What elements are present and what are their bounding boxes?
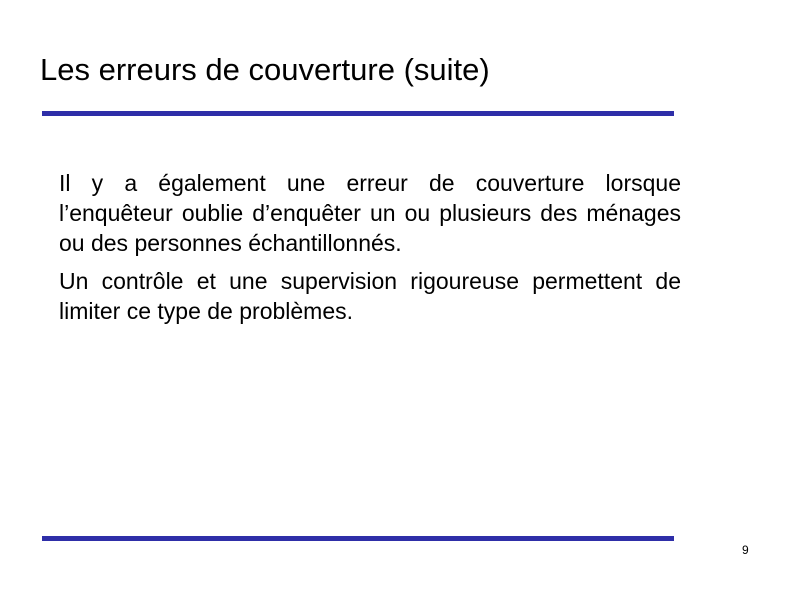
body-paragraph-1: Il y a également une erreur de couverture lorsque l’enquêteur oublie d’enquêter un ou plusieurs des ménages ou des personnes échantillonnés. xyxy=(59,170,681,256)
title-divider xyxy=(42,111,674,116)
body-paragraph-2: Un contrôle et une supervision rigoureuse permettent de limiter ce type de problèmes. xyxy=(59,268,681,324)
page-number: 9 xyxy=(742,543,749,557)
slide-body xyxy=(59,168,681,334)
footer-divider xyxy=(42,536,674,541)
slide-title: Les erreurs de couverture (suite) xyxy=(40,52,490,87)
